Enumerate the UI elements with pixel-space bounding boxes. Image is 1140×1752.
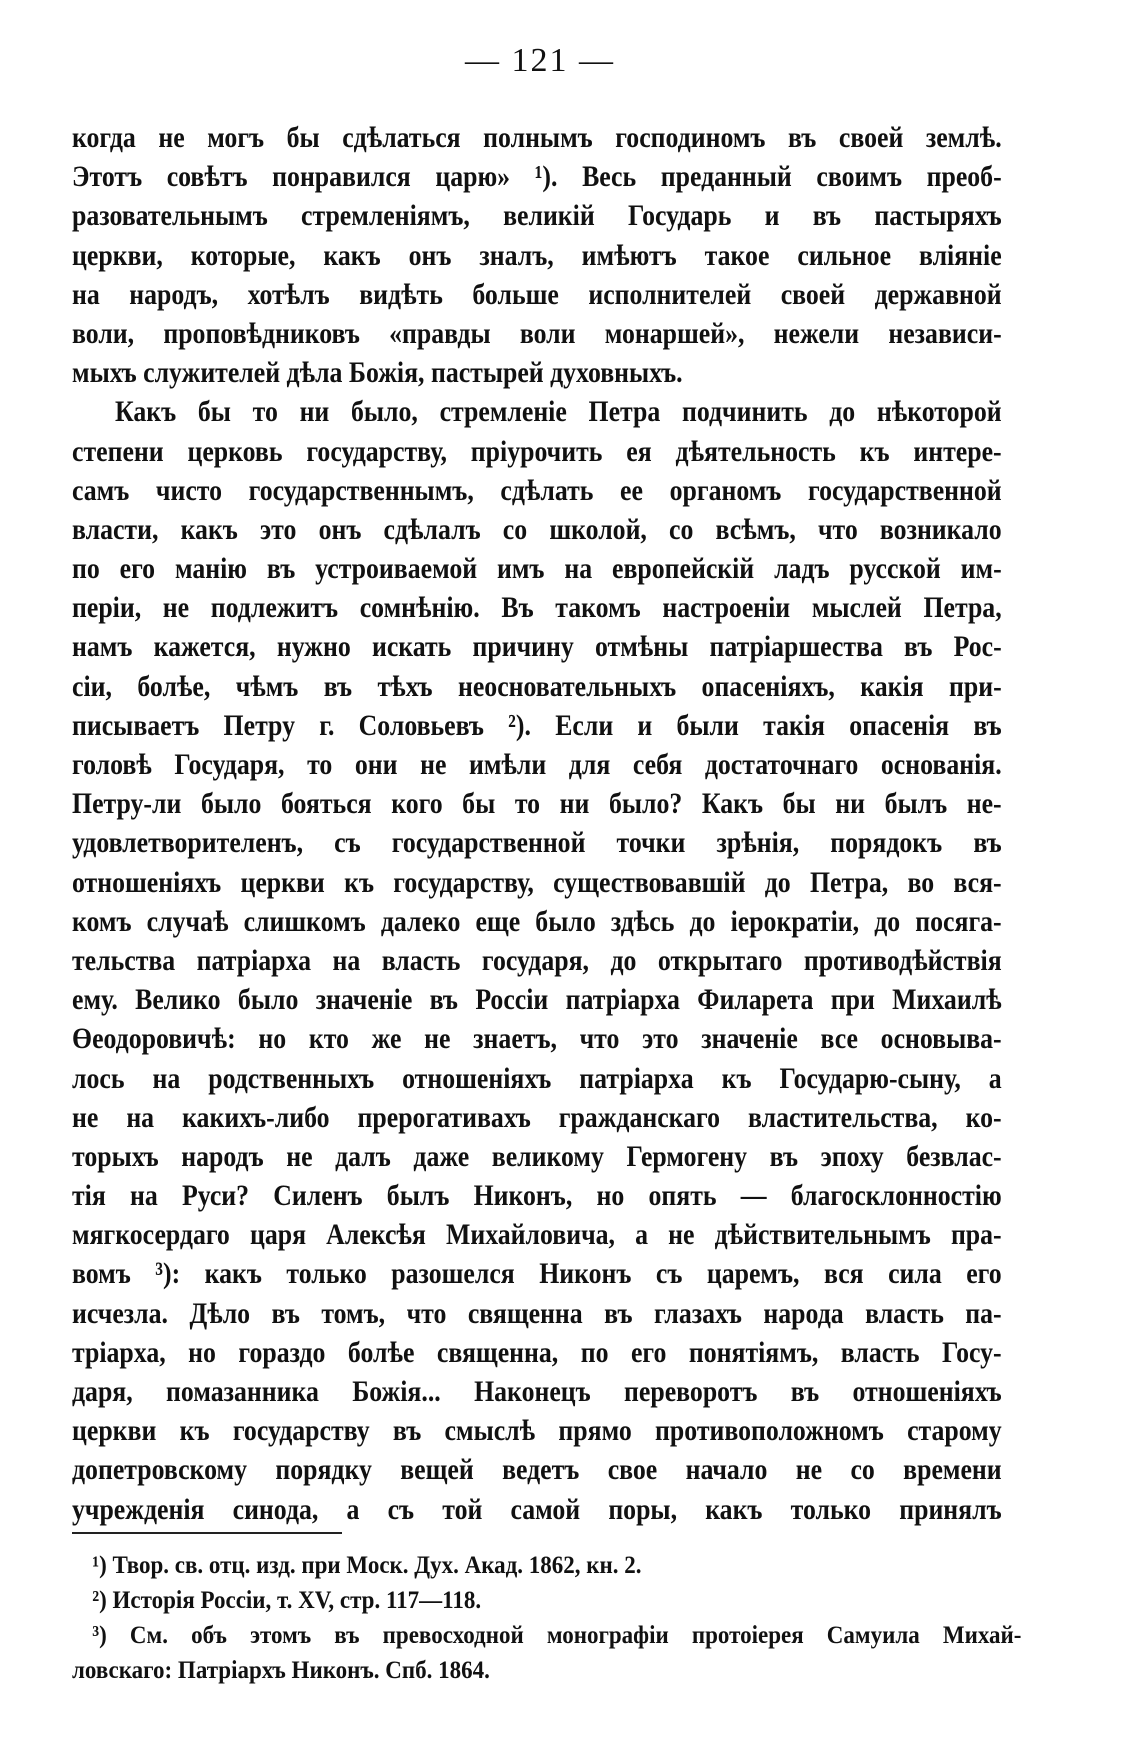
text-line: торыхъ народъ не далъ даже великому Гермогену въ эпоху безвлас- — [72, 1139, 1002, 1173]
text-line: не на какихъ-либо прерогативахъ гражданскаго властительства, ко- — [72, 1100, 1002, 1134]
text-line: Петру-ли было бояться кого бы то ни было? Какъ бы ни былъ не- — [72, 787, 1002, 821]
page-number: — 121 — — [465, 42, 615, 79]
text-line: мыхъ служителей дѣла Божія, пастырей духовныхъ. — [72, 356, 683, 390]
text-line: головѣ Государя, то они не имѣли для себя достаточнаго основанія. — [72, 748, 1002, 781]
text-line: степени церковь государству, пріурочить ея дѣятельность къ интере- — [72, 434, 1002, 468]
text-line: тія на Руси? Силенъ былъ Никонъ, но опять — благосклонностію — [72, 1179, 1002, 1213]
text-line: на народъ, хотѣлъ видѣть больше исполнителей своей державной — [72, 277, 1002, 311]
text-line: отношеніяхъ церкви къ государству, существовавшій до Петра, во вся- — [72, 865, 1002, 899]
text-line: тріарха, но гораздо болѣе священна, по его понятіямъ, власть Госу- — [72, 1335, 1002, 1369]
footnote-divider — [72, 1532, 342, 1534]
text-line: Өеодоровичѣ: но кто же не знаетъ, что это значеніе все основыва- — [72, 1022, 1002, 1056]
text-line: тельства патріарха на власть государя, до открытаго противодѣйствія — [72, 943, 1002, 977]
text-line: самъ чисто государственнымъ, сдѣлать ее органомъ государственной — [72, 473, 1002, 507]
text-line: когда не могъ бы сдѣлаться полнымъ господиномъ въ своей землѣ. — [72, 121, 1002, 154]
text-line: Этотъ совѣтъ понравился царю» ¹). Весь преданный своимъ преоб- — [72, 160, 1002, 194]
footnotes — [72, 1548, 1022, 1688]
main-text — [72, 118, 1002, 1529]
text-line: сіи, болѣе, чѣмъ въ тѣхъ неосновательныхъ опасеніяхъ, какія при- — [72, 669, 1002, 703]
text-line: писываетъ Петру г. Соловьевъ ²). Если и были такія опасенія въ — [72, 708, 1002, 742]
text-line: даря, помазанника Божія... Наконецъ переворотъ въ отношеніяхъ — [72, 1375, 1002, 1408]
text-line: лось на родственныхъ отношеніяхъ патріарха къ Государю-сыну, а — [72, 1061, 1002, 1095]
footnote: ¹) Твор. св. отц. изд. при Моск. Дух. Акад. 1862, кн. 2. — [92, 1552, 642, 1579]
footnote-continuation: ловскаго: Патріархъ Никонъ. Спб. 1864. — [72, 1657, 490, 1684]
footnote: ³) См. объ этомъ въ превосходной монографіи протоіерея Самуила Михай- — [92, 1622, 1022, 1649]
text-line: Какъ бы то ни было, стремленіе Петра подчинить до нѣкоторой — [115, 395, 1002, 429]
text-line: воли, проповѣдниковъ «правды воли монаршей», нежели независи- — [72, 316, 1002, 350]
text-line: намъ кажется, нужно искать причину отмѣны патріаршества въ Рос- — [72, 630, 1002, 664]
text-line: періи, не подлежитъ сомнѣнію. Въ такомъ настроеніи мыслей Петра, — [72, 591, 1002, 625]
text-line: удовлетворителенъ, съ государственной точки зрѣнія, порядокъ въ — [72, 826, 1002, 860]
text-line: власти, какъ это онъ сдѣлалъ со школой, со всѣмъ, что возникало — [72, 512, 1002, 546]
text-line: церкви, которые, какъ онъ зналъ, имѣютъ такое сильное вліяніе — [72, 238, 1002, 272]
text-line: ему. Велико было значеніе въ Россіи патріарха Филарета при Михаилѣ — [72, 983, 1002, 1017]
text-line: исчезла. Дѣло въ томъ, что священна въ глазахъ народа власть па- — [72, 1296, 1002, 1330]
text-line: учрежденія синода, а съ той самой поры, какъ только принялъ — [72, 1492, 1002, 1526]
text-line: разовательнымъ стремленіямъ, великій Государь и въ пастыряхъ — [72, 199, 1002, 233]
text-line: допетровскому порядку вещей ведетъ свое начало не со времени — [72, 1453, 1002, 1487]
text-line: мягкосердаго царя Алексѣя Михайловича, а не дѣйствительнымъ пра- — [72, 1218, 1002, 1252]
text-line: комъ случаѣ слишкомъ далеко еще было здѣсь до іерократіи, до посяга- — [72, 904, 1002, 938]
footnote: ²) Исторія Россіи, т. XV, стр. 117—118. — [92, 1587, 482, 1614]
text-line: вомъ ³): какъ только разошелся Никонъ съ царемъ, вся сила его — [72, 1257, 1002, 1291]
text-line: по его манію въ устроиваемой имъ на европейскій ладъ русской им- — [72, 552, 1002, 586]
text-line: церкви къ государству въ смыслѣ прямо противоположномъ старому — [72, 1414, 1002, 1448]
